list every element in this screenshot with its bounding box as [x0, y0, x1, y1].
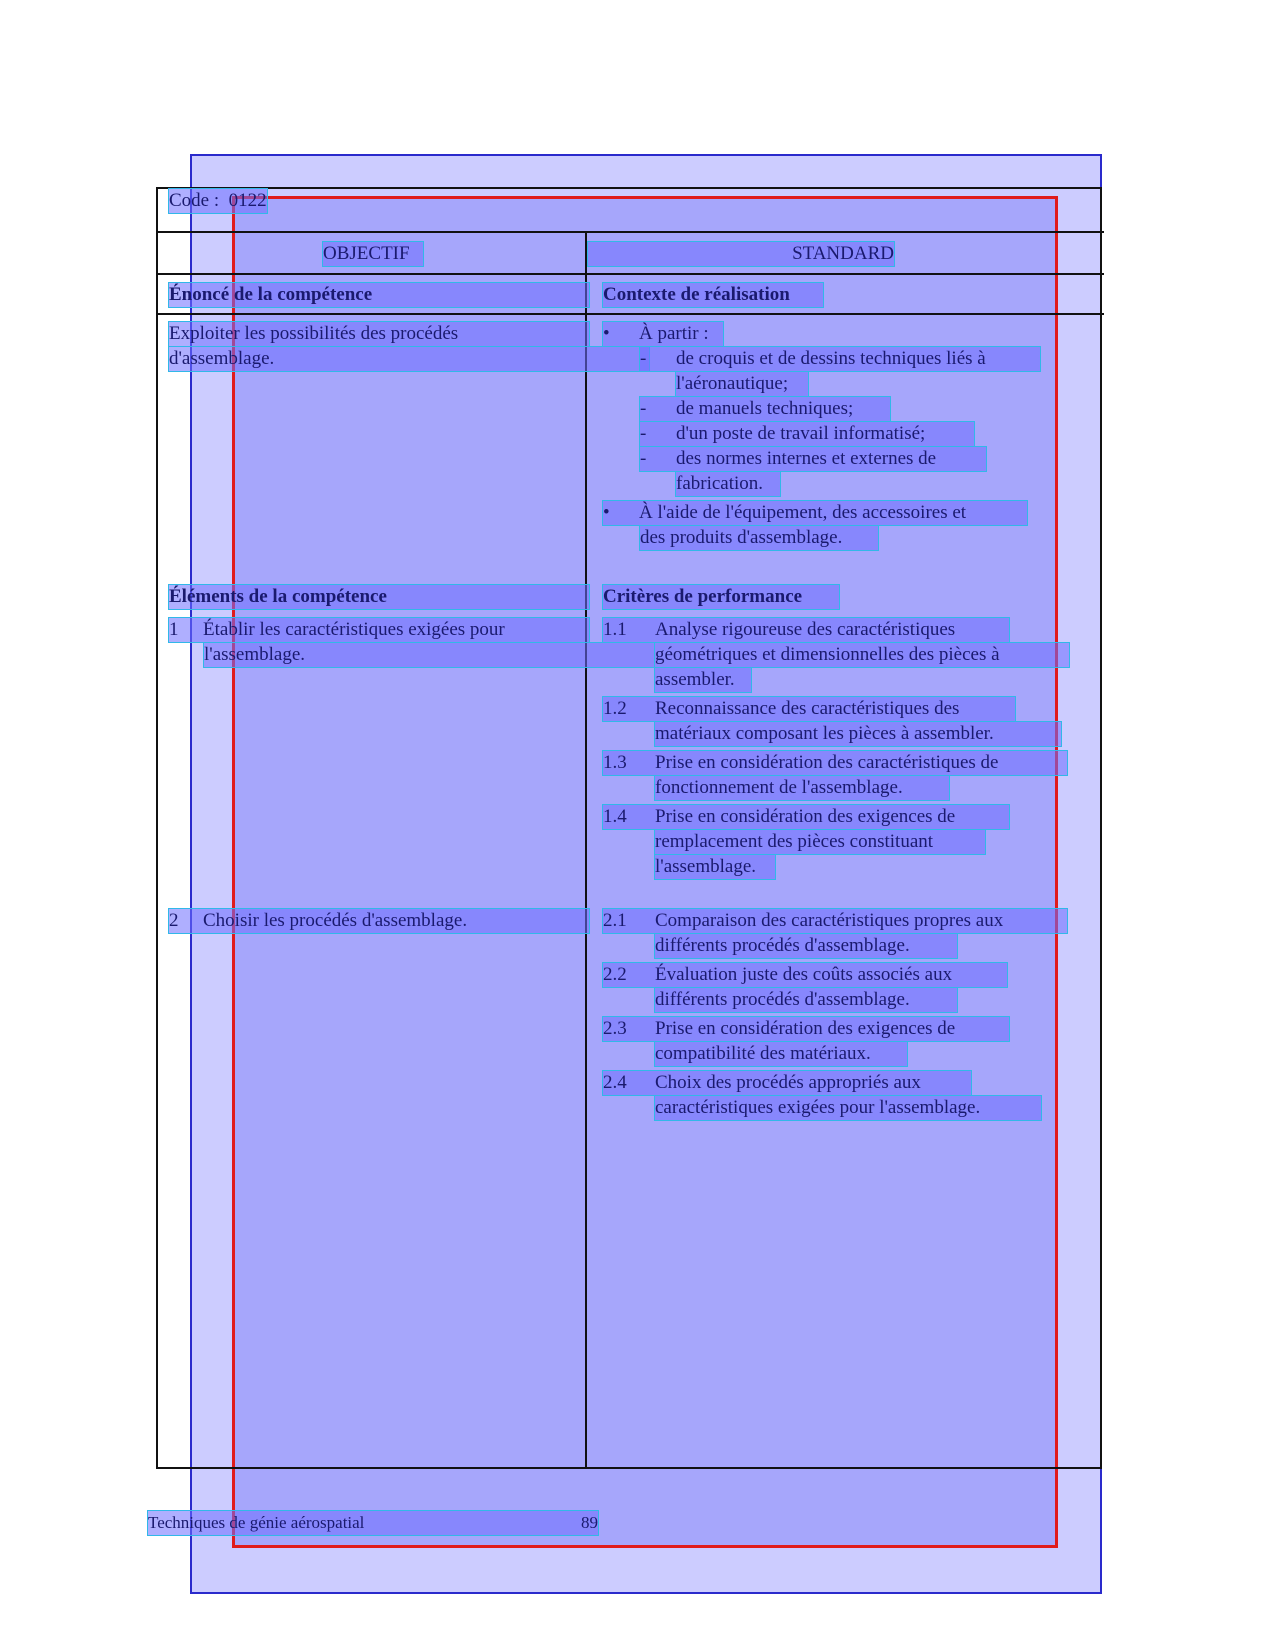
- element-2: 2 Choisir les procédés d'assemblage.: [169, 909, 589, 933]
- criterion-1-2-line-1: 1.2 Reconnaissance des caractéristiques des: [603, 697, 1015, 721]
- criterion-2-3-line-1: 2.3 Prise en considération des exigences de: [603, 1017, 1009, 1041]
- criterion-2-1-line-2: différents procédés d'assemblage.: [655, 934, 957, 958]
- criterion-1-1-line-2: géométriques et dimensionnelles des pièces à: [655, 643, 1069, 667]
- context-item-3: - d'un poste de travail informatisé;: [640, 422, 974, 446]
- statement-line-2: d'assemblage.: [169, 347, 649, 371]
- context-item-4-line-1: - des normes internes et externes de: [640, 447, 986, 471]
- footer-program: Techniques de génie aérospatial: [148, 1513, 365, 1532]
- header-objectif: OBJECTIF: [323, 242, 423, 266]
- footer-page-number: 89: [581, 1513, 598, 1532]
- code-row: [169, 189, 267, 213]
- context-heading: Contexte de réalisation: [603, 283, 823, 307]
- element-1-line-2: l'assemblage.: [204, 643, 654, 667]
- criterion-1-3-line-2: fonctionnement de l'assemblage.: [655, 776, 949, 800]
- context-item-1-line-2: l'aéronautique;: [676, 372, 808, 396]
- context-bullet-2-line-1: • À l'aide de l'équipement, des accessoires et: [603, 501, 1027, 525]
- header-standard: STANDARD: [588, 242, 894, 266]
- context-bullet-1: • À partir :: [603, 322, 723, 346]
- criterion-2-1-line-1: 2.1 Comparaison des caractéristiques propres aux: [603, 909, 1067, 933]
- criterion-2-2-line-1: 2.2 Évaluation juste des coûts associés aux: [603, 963, 1007, 987]
- criterion-1-1-line-1: 1.1 Analyse rigoureuse des caractéristiques: [603, 618, 1009, 642]
- column-divider: [585, 231, 587, 1469]
- criterion-2-2-line-2: différents procédés d'assemblage.: [655, 988, 957, 1012]
- element-number: 2: [169, 910, 179, 931]
- criterion-2-4-line-2: caractéristiques exigées pour l'assemblage.: [655, 1096, 1041, 1120]
- element-number: 1: [169, 619, 179, 640]
- criterion-2-3-line-2: compatibilité des matériaux.: [655, 1042, 907, 1066]
- criterion-1-4-line-2: remplacement des pièces constituant: [655, 830, 985, 854]
- elements-heading: Éléments de la compétence: [169, 585, 589, 609]
- criteria-heading: Critères de performance: [603, 585, 839, 609]
- statement-heading: Énoncé de la compétence: [169, 283, 589, 307]
- code-label: Code :: [169, 190, 220, 211]
- context-item-4-line-2: fabrication.: [676, 472, 780, 496]
- divider-headings: [156, 313, 1104, 315]
- context-item-2: - de manuels techniques;: [640, 397, 890, 421]
- bullet-mark: •: [603, 323, 610, 344]
- criterion-1-1-line-3: assembler.: [655, 668, 751, 692]
- criterion-1-4-line-3: l'assemblage.: [655, 855, 775, 879]
- divider-code: [156, 231, 1104, 233]
- context-item-1-line-1: - de croquis et de dessins techniques liés à: [640, 347, 1040, 371]
- context-bullet-2-line-2: des produits d'assemblage.: [640, 526, 878, 550]
- criterion-1-2-line-2: matériaux composant les pièces à assembler.: [655, 722, 1061, 746]
- element-1-line-1: 1 Établir les caractéristiques exigées pour: [169, 618, 589, 642]
- criterion-1-4-line-1: 1.4 Prise en considération des exigences de: [603, 805, 1009, 829]
- footer: [148, 1511, 598, 1535]
- code-value: 0122: [228, 190, 267, 211]
- divider-headers: [156, 273, 1104, 275]
- criterion-2-4-line-1: 2.4 Choix des procédés appropriés aux: [603, 1071, 971, 1095]
- criterion-1-3-line-1: 1.3 Prise en considération des caractéristiques de: [603, 751, 1067, 775]
- statement-line-1: Exploiter les possibilités des procédés: [169, 322, 589, 346]
